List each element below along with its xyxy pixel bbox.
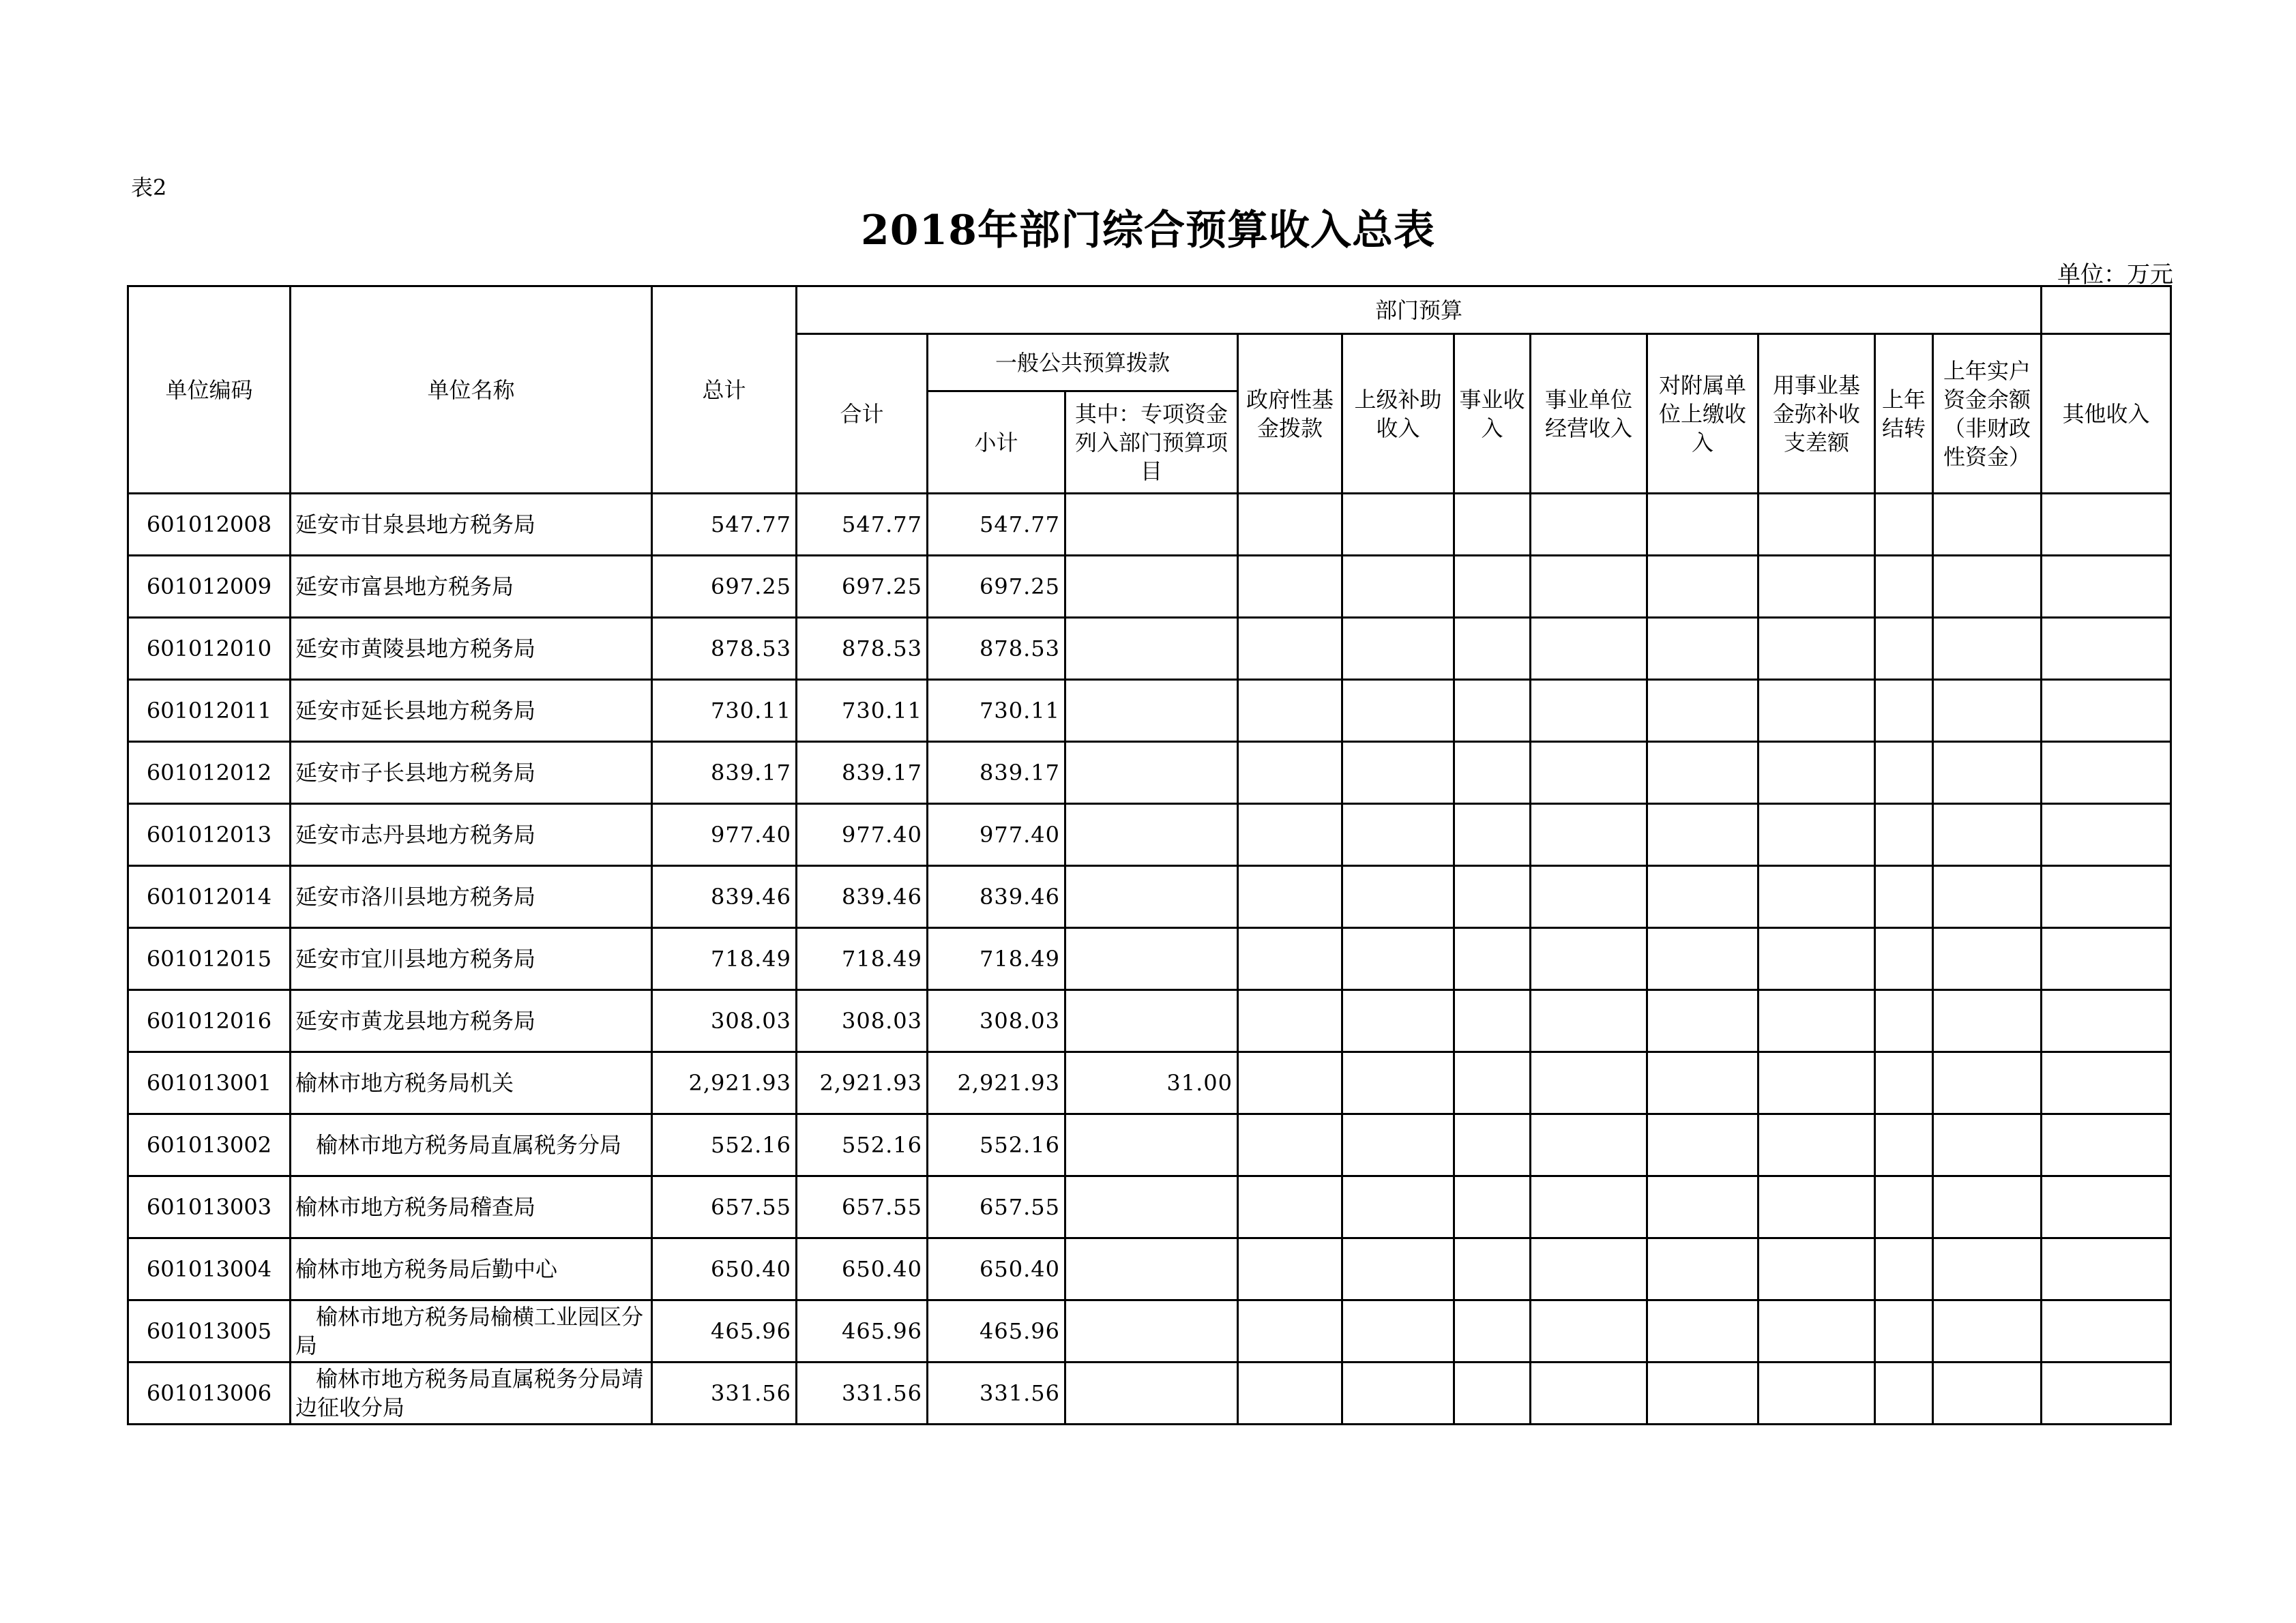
cell-prior-balance — [1933, 618, 2042, 680]
cell-total: 839.46 — [652, 866, 797, 928]
header-blank — [2042, 286, 2171, 334]
cell-other-income — [2042, 928, 2171, 990]
table-row — [128, 866, 2171, 928]
cell-total: 308.03 — [652, 990, 797, 1052]
cell-gp-subtotal: 697.25 — [928, 556, 1065, 618]
cell-gov-fund — [1238, 494, 1342, 556]
cell-gov-fund — [1238, 556, 1342, 618]
cell-carryover — [1875, 1176, 1933, 1238]
cell-name: 延安市志丹县地方税务局 — [291, 804, 652, 866]
cell-gp-subtotal: 839.46 — [928, 866, 1065, 928]
table-row — [128, 1114, 2171, 1176]
table-row — [128, 990, 2171, 1052]
table-row — [128, 494, 2171, 556]
cell-carryover — [1875, 1300, 1933, 1363]
cell-gp-subtotal: 465.96 — [928, 1300, 1065, 1363]
cell-gp-special — [1065, 1114, 1238, 1176]
cell-carryover — [1875, 742, 1933, 804]
cell-affiliated-remit — [1647, 1052, 1758, 1114]
cell-affiliated-remit — [1647, 742, 1758, 804]
cell-gov-fund — [1238, 1114, 1342, 1176]
cell-sum: 465.96 — [797, 1300, 928, 1363]
cell-affiliated-remit — [1647, 680, 1758, 742]
cell-affiliated-remit — [1647, 1363, 1758, 1425]
cell-gp-special — [1065, 990, 1238, 1052]
cell-total: 730.11 — [652, 680, 797, 742]
cell-sum: 657.55 — [797, 1176, 928, 1238]
cell-carryover — [1875, 1363, 1933, 1425]
header-code: 单位编码 — [128, 286, 291, 494]
cell-code: 601012012 — [128, 742, 291, 804]
cell-business-income — [1454, 1052, 1531, 1114]
cell-business-operating — [1531, 680, 1647, 742]
cell-prior-balance — [1933, 1176, 2042, 1238]
cell-gp-special — [1065, 928, 1238, 990]
cell-name: 延安市宜川县地方税务局 — [291, 928, 652, 990]
cell-gp-subtotal: 547.77 — [928, 494, 1065, 556]
page-title: 2018年部门综合预算收入总表 — [861, 207, 1435, 254]
cell-gp-special — [1065, 1300, 1238, 1363]
cell-sum: 839.46 — [797, 866, 928, 928]
cell-sum: 552.16 — [797, 1114, 928, 1176]
cell-business-operating — [1531, 742, 1647, 804]
cell-prior-balance — [1933, 866, 2042, 928]
cell-business-fund-offset — [1758, 1300, 1875, 1363]
cell-gp-special — [1065, 494, 1238, 556]
cell-business-operating — [1531, 990, 1647, 1052]
cell-superior-subsidy — [1342, 1114, 1454, 1176]
cell-gp-subtotal: 730.11 — [928, 680, 1065, 742]
header-business-operating: 事业单位经营收入 — [1531, 334, 1647, 494]
header-gp-subtotal: 小计 — [928, 391, 1065, 494]
cell-gp-special — [1065, 618, 1238, 680]
table-row — [128, 556, 2171, 618]
cell-gp-subtotal: 552.16 — [928, 1114, 1065, 1176]
cell-business-income — [1454, 1238, 1531, 1300]
cell-carryover — [1875, 804, 1933, 866]
header-carryover: 上年结转 — [1875, 334, 1933, 494]
cell-code: 601012011 — [128, 680, 291, 742]
cell-sum: 839.17 — [797, 742, 928, 804]
cell-gp-subtotal: 657.55 — [928, 1176, 1065, 1238]
cell-gp-special — [1065, 742, 1238, 804]
table-header — [128, 286, 2171, 494]
cell-superior-subsidy — [1342, 804, 1454, 866]
cell-prior-balance — [1933, 990, 2042, 1052]
cell-prior-balance — [1933, 742, 2042, 804]
cell-superior-subsidy — [1342, 556, 1454, 618]
cell-code: 601013005 — [128, 1300, 291, 1363]
cell-name: 榆林市地方税务局榆横工业园区分局 — [291, 1300, 652, 1363]
cell-affiliated-remit — [1647, 928, 1758, 990]
cell-affiliated-remit — [1647, 866, 1758, 928]
cell-carryover — [1875, 494, 1933, 556]
cell-code: 601012016 — [128, 990, 291, 1052]
cell-name: 延安市洛川县地方税务局 — [291, 866, 652, 928]
cell-business-fund-offset — [1758, 866, 1875, 928]
header-other-income: 其他收入 — [2042, 334, 2171, 494]
cell-prior-balance — [1933, 680, 2042, 742]
cell-business-income — [1454, 618, 1531, 680]
cell-name: 延安市黄龙县地方税务局 — [291, 990, 652, 1052]
cell-business-fund-offset — [1758, 556, 1875, 618]
cell-superior-subsidy — [1342, 1176, 1454, 1238]
cell-total: 657.55 — [652, 1176, 797, 1238]
header-prior-balance: 上年实户资金余额（非财政性资金） — [1933, 334, 2042, 494]
cell-code: 601012015 — [128, 928, 291, 990]
table-row — [128, 928, 2171, 990]
cell-superior-subsidy — [1342, 1363, 1454, 1425]
cell-code: 601012008 — [128, 494, 291, 556]
cell-business-fund-offset — [1758, 1176, 1875, 1238]
cell-carryover — [1875, 990, 1933, 1052]
header-total: 总计 — [652, 286, 797, 494]
cell-gov-fund — [1238, 866, 1342, 928]
table-row — [128, 1363, 2171, 1425]
cell-affiliated-remit — [1647, 990, 1758, 1052]
cell-sum: 730.11 — [797, 680, 928, 742]
cell-business-operating — [1531, 556, 1647, 618]
cell-gp-special — [1065, 804, 1238, 866]
cell-other-income — [2042, 1176, 2171, 1238]
cell-other-income — [2042, 742, 2171, 804]
table-row — [128, 618, 2171, 680]
cell-business-fund-offset — [1758, 618, 1875, 680]
cell-sum: 697.25 — [797, 556, 928, 618]
cell-other-income — [2042, 1300, 2171, 1363]
cell-name: 延安市富县地方税务局 — [291, 556, 652, 618]
cell-affiliated-remit — [1647, 494, 1758, 556]
cell-gp-special — [1065, 1363, 1238, 1425]
cell-gp-special — [1065, 1238, 1238, 1300]
cell-business-fund-offset — [1758, 1238, 1875, 1300]
cell-gov-fund — [1238, 1363, 1342, 1425]
cell-sum: 977.40 — [797, 804, 928, 866]
cell-business-income — [1454, 1176, 1531, 1238]
cell-other-income — [2042, 990, 2171, 1052]
cell-superior-subsidy — [1342, 1238, 1454, 1300]
cell-affiliated-remit — [1647, 1238, 1758, 1300]
cell-affiliated-remit — [1647, 1114, 1758, 1176]
cell-gov-fund — [1238, 804, 1342, 866]
cell-gp-subtotal: 977.40 — [928, 804, 1065, 866]
cell-gov-fund — [1238, 1176, 1342, 1238]
cell-sum: 650.40 — [797, 1238, 928, 1300]
table-body — [128, 494, 2171, 1425]
cell-sum: 547.77 — [797, 494, 928, 556]
cell-carryover — [1875, 618, 1933, 680]
cell-carryover — [1875, 866, 1933, 928]
cell-other-income — [2042, 1238, 2171, 1300]
cell-prior-balance — [1933, 1300, 2042, 1363]
cell-code: 601012010 — [128, 618, 291, 680]
cell-business-income — [1454, 1300, 1531, 1363]
cell-gp-subtotal: 878.53 — [928, 618, 1065, 680]
cell-superior-subsidy — [1342, 1300, 1454, 1363]
cell-sum: 2,921.93 — [797, 1052, 928, 1114]
cell-name: 延安市延长县地方税务局 — [291, 680, 652, 742]
cell-business-fund-offset — [1758, 928, 1875, 990]
cell-total: 552.16 — [652, 1114, 797, 1176]
cell-other-income — [2042, 556, 2171, 618]
cell-sum: 331.56 — [797, 1363, 928, 1425]
cell-name: 榆林市地方税务局直属税务分局靖边征收分局 — [291, 1363, 652, 1425]
cell-gp-subtotal: 839.17 — [928, 742, 1065, 804]
cell-business-fund-offset — [1758, 804, 1875, 866]
table-row — [128, 1052, 2171, 1114]
cell-gp-subtotal: 718.49 — [928, 928, 1065, 990]
cell-name: 延安市黄陵县地方税务局 — [291, 618, 652, 680]
header-business-income: 事业收入 — [1454, 334, 1531, 494]
header-superior-subsidy: 上级补助收入 — [1342, 334, 1454, 494]
table-row — [128, 742, 2171, 804]
cell-code: 601013004 — [128, 1238, 291, 1300]
cell-total: 697.25 — [652, 556, 797, 618]
cell-total: 878.53 — [652, 618, 797, 680]
cell-business-operating — [1531, 866, 1647, 928]
cell-business-income — [1454, 680, 1531, 742]
cell-gp-special — [1065, 1176, 1238, 1238]
cell-gov-fund — [1238, 618, 1342, 680]
cell-gov-fund — [1238, 928, 1342, 990]
cell-name: 榆林市地方税务局后勤中心 — [291, 1238, 652, 1300]
cell-other-income — [2042, 1363, 2171, 1425]
table-number: 表2 — [131, 175, 167, 200]
cell-gp-subtotal: 2,921.93 — [928, 1052, 1065, 1114]
cell-business-fund-offset — [1758, 1114, 1875, 1176]
cell-business-fund-offset — [1758, 680, 1875, 742]
cell-prior-balance — [1933, 556, 2042, 618]
cell-gov-fund — [1238, 742, 1342, 804]
cell-business-fund-offset — [1758, 494, 1875, 556]
cell-name: 榆林市地方税务局直属税务分局 — [291, 1114, 652, 1176]
cell-business-operating — [1531, 1363, 1647, 1425]
cell-total: 650.40 — [652, 1238, 797, 1300]
cell-business-income — [1454, 866, 1531, 928]
cell-prior-balance — [1933, 1052, 2042, 1114]
header-dept-budget: 部门预算 — [797, 286, 2042, 334]
cell-other-income — [2042, 618, 2171, 680]
cell-prior-balance — [1933, 1238, 2042, 1300]
cell-carryover — [1875, 1238, 1933, 1300]
cell-business-income — [1454, 928, 1531, 990]
cell-other-income — [2042, 1052, 2171, 1114]
cell-business-operating — [1531, 1176, 1647, 1238]
cell-affiliated-remit — [1647, 1176, 1758, 1238]
cell-total: 977.40 — [652, 804, 797, 866]
cell-carryover — [1875, 1114, 1933, 1176]
table-row — [128, 1176, 2171, 1238]
cell-gp-subtotal: 650.40 — [928, 1238, 1065, 1300]
cell-other-income — [2042, 680, 2171, 742]
cell-code: 601013002 — [128, 1114, 291, 1176]
cell-total: 547.77 — [652, 494, 797, 556]
cell-sum: 308.03 — [797, 990, 928, 1052]
cell-code: 601013003 — [128, 1176, 291, 1238]
cell-business-operating — [1531, 1300, 1647, 1363]
cell-gov-fund — [1238, 1238, 1342, 1300]
cell-name: 延安市子长县地方税务局 — [291, 742, 652, 804]
cell-carryover — [1875, 680, 1933, 742]
cell-gov-fund — [1238, 680, 1342, 742]
cell-sum: 718.49 — [797, 928, 928, 990]
cell-gov-fund — [1238, 1052, 1342, 1114]
cell-business-fund-offset — [1758, 990, 1875, 1052]
cell-total: 331.56 — [652, 1363, 797, 1425]
cell-name: 榆林市地方税务局机关 — [291, 1052, 652, 1114]
cell-superior-subsidy — [1342, 618, 1454, 680]
header-business-fund-offset: 用事业基金弥补收支差额 — [1758, 334, 1875, 494]
cell-gp-special — [1065, 556, 1238, 618]
cell-prior-balance — [1933, 804, 2042, 866]
cell-other-income — [2042, 804, 2171, 866]
cell-affiliated-remit — [1647, 804, 1758, 866]
cell-business-income — [1454, 556, 1531, 618]
cell-prior-balance — [1933, 1114, 2042, 1176]
cell-name: 延安市甘泉县地方税务局 — [291, 494, 652, 556]
cell-gov-fund — [1238, 990, 1342, 1052]
cell-affiliated-remit — [1647, 1300, 1758, 1363]
cell-sum: 878.53 — [797, 618, 928, 680]
cell-superior-subsidy — [1342, 680, 1454, 742]
cell-gp-special — [1065, 866, 1238, 928]
cell-prior-balance — [1933, 928, 2042, 990]
cell-code: 601012014 — [128, 866, 291, 928]
header-name: 单位名称 — [291, 286, 652, 494]
cell-business-operating — [1531, 928, 1647, 990]
cell-code: 601013001 — [128, 1052, 291, 1114]
cell-prior-balance — [1933, 494, 2042, 556]
cell-business-fund-offset — [1758, 1363, 1875, 1425]
cell-business-income — [1454, 742, 1531, 804]
cell-business-operating — [1531, 1114, 1647, 1176]
cell-total: 839.17 — [652, 742, 797, 804]
cell-business-income — [1454, 1114, 1531, 1176]
table-row — [128, 680, 2171, 742]
budget-table — [127, 285, 2172, 1425]
cell-carryover — [1875, 556, 1933, 618]
cell-affiliated-remit — [1647, 556, 1758, 618]
cell-other-income — [2042, 866, 2171, 928]
cell-business-operating — [1531, 1238, 1647, 1300]
table-row — [128, 1300, 2171, 1363]
header-general-public: 一般公共预算拨款 — [928, 334, 1238, 391]
header-subtotal-all: 合计 — [797, 334, 928, 494]
cell-total: 2,921.93 — [652, 1052, 797, 1114]
cell-business-operating — [1531, 1052, 1647, 1114]
cell-business-income — [1454, 1363, 1531, 1425]
cell-name: 榆林市地方税务局稽查局 — [291, 1176, 652, 1238]
cell-business-operating — [1531, 804, 1647, 866]
cell-carryover — [1875, 1052, 1933, 1114]
header-gov-fund: 政府性基金拨款 — [1238, 334, 1342, 494]
cell-code: 601012009 — [128, 556, 291, 618]
cell-business-fund-offset — [1758, 1052, 1875, 1114]
cell-business-fund-offset — [1758, 742, 1875, 804]
unit-label: 单位：万元 — [2057, 261, 2173, 288]
cell-superior-subsidy — [1342, 1052, 1454, 1114]
cell-superior-subsidy — [1342, 990, 1454, 1052]
cell-business-income — [1454, 804, 1531, 866]
cell-business-operating — [1531, 494, 1647, 556]
cell-gp-special: 31.00 — [1065, 1052, 1238, 1114]
cell-business-operating — [1531, 618, 1647, 680]
cell-other-income — [2042, 494, 2171, 556]
cell-code: 601012013 — [128, 804, 291, 866]
cell-gp-subtotal: 331.56 — [928, 1363, 1065, 1425]
cell-superior-subsidy — [1342, 928, 1454, 990]
cell-superior-subsidy — [1342, 742, 1454, 804]
cell-prior-balance — [1933, 1363, 2042, 1425]
cell-business-income — [1454, 990, 1531, 1052]
cell-gp-subtotal: 308.03 — [928, 990, 1065, 1052]
cell-total: 465.96 — [652, 1300, 797, 1363]
cell-carryover — [1875, 928, 1933, 990]
cell-business-income — [1454, 494, 1531, 556]
cell-superior-subsidy — [1342, 494, 1454, 556]
header-affiliated-remit: 对附属单位上缴收入 — [1647, 334, 1758, 494]
cell-gov-fund — [1238, 1300, 1342, 1363]
table-row — [128, 804, 2171, 866]
header-gp-special: 其中：专项资金列入部门预算项目 — [1065, 391, 1238, 494]
table-row — [128, 1238, 2171, 1300]
cell-gp-special — [1065, 680, 1238, 742]
cell-code: 601013006 — [128, 1363, 291, 1425]
cell-other-income — [2042, 1114, 2171, 1176]
cell-affiliated-remit — [1647, 618, 1758, 680]
cell-superior-subsidy — [1342, 866, 1454, 928]
cell-total: 718.49 — [652, 928, 797, 990]
